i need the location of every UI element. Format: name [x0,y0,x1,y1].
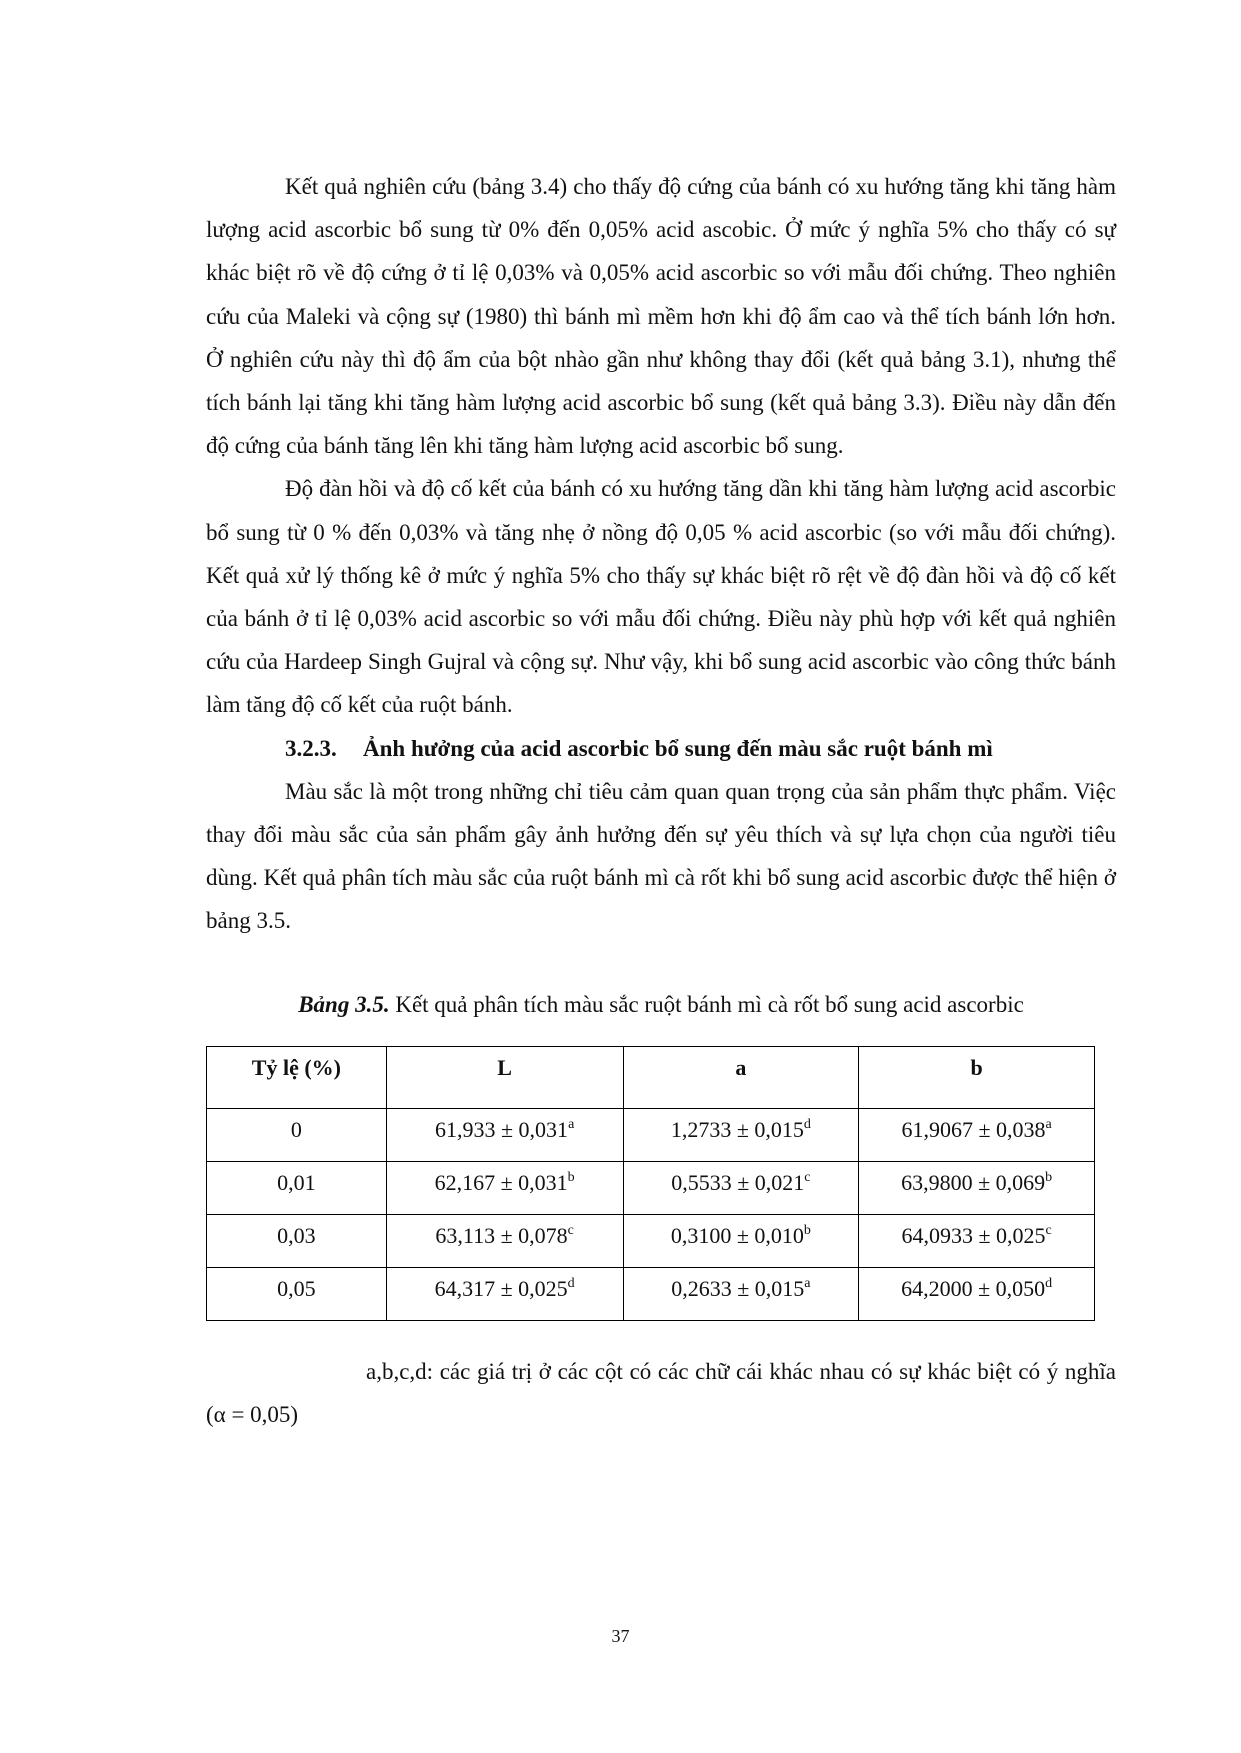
table-row [207,1162,1095,1215]
cell-l-value: 61,933 ± 0,031 [434,1117,569,1142]
table-row [207,1215,1095,1268]
cell-l [386,1162,623,1215]
cell-l-value: 64,317 ± 0,025 [434,1276,568,1301]
cell-b [859,1215,1095,1268]
cell-b [859,1109,1095,1162]
cell-l-letter: a [568,1117,575,1132]
table-caption [206,983,1116,1026]
cell-a [623,1268,859,1321]
table-header-row [207,1047,1095,1109]
cell-b-letter: c [1045,1223,1052,1238]
cell-b-value: 61,9067 ± 0,038 [901,1117,1046,1142]
cell-l-letter: b [567,1170,575,1185]
table-row [207,1109,1095,1162]
cell-b-value: 63,9800 ± 0,069 [901,1170,1046,1195]
cell-l-letter: c [567,1223,574,1238]
cell-a-letter: b [803,1223,811,1238]
cell-a-letter: d [803,1117,811,1132]
cell-b-value: 64,2000 ± 0,050 [901,1276,1046,1301]
section-heading [206,727,1116,770]
paragraph-color: Màu sắc là một trong những chỉ tiêu cảm quan quan trọng của sản phẩm thực phẩm. Việc thay đổi màu sắc của sản phẩm gây ảnh hưởng đến sự yêu thích và sự lựa chọn của người tiêu dùng. Kết quả phân tích màu sắc của ruột bánh mì cà rốt khi bổ sung acid ascorbic được thể hiện ở bảng 3.5. [206,778,1116,934]
cell-a [623,1162,859,1215]
cell-l-value: 62,167 ± 0,031 [434,1170,568,1195]
paragraph-elasticity: Độ đàn hồi và độ cố kết của bánh có xu hướng tăng dần khi tăng hàm lượng acid ascorbic bổ sung từ 0 % đến 0,03% và tăng nhẹ ở nồng độ 0,05 % acid ascorbic (so với mẫu đối chứng). Kết quả xử lý thống kê ở mức ý nghĩa 5% cho thấy sự khác biệt rõ rệt về độ đàn hồi và độ cố kết của bánh ở tỉ lệ 0,03% acid ascorbic so với mẫu đối chứng. Điều này phù hợp với kết quả nghiên cứu của Hardeep Singh Gujral và cộng sự. Như vậy, khi bổ sung acid ascorbic vào công thức bánh làm tăng độ cố kết của ruột bánh. [206,476,1116,718]
cell-l [386,1215,623,1268]
cell-b-letter: b [1045,1170,1053,1185]
cell-l [386,1109,623,1162]
section-title: Ảnh hưởng của acid ascorbic bổ sung đến màu sắc ruột bánh mì [363,735,993,761]
cell-l [386,1268,623,1321]
body-text-upper [206,165,1116,943]
header-ratio: Tỷ lệ (%) [207,1047,387,1109]
header-b: b [859,1047,1095,1109]
header-a: a [623,1047,859,1109]
cell-b [859,1162,1095,1215]
section-number: 3.2.3. [285,735,337,761]
cell-b-value: 64,0933 ± 0,025 [901,1223,1046,1248]
cell-a-value: 1,2733 ± 0,015 [670,1117,804,1142]
table-row [207,1268,1095,1321]
table-footnote: a,b,c,d: các giá trị ở các cột có các chữ cái khác nhau có sự khác biệt có ý nghĩa (α = 0,05) [206,1359,1116,1428]
header-l: L [386,1047,623,1109]
cell-ratio: 0,03 [207,1215,387,1268]
page-number: 37 [611,1626,630,1646]
cell-a-value: 0,2633 ± 0,015 [671,1276,805,1301]
cell-a [623,1215,859,1268]
table-caption-text: Kết quả phân tích màu sắc ruột bánh mì cà rốt bổ sung acid ascorbic [389,992,1024,1017]
cell-l-letter: d [567,1276,575,1291]
cell-a-letter: c [804,1170,811,1185]
cell-a [623,1109,859,1162]
cell-b [859,1268,1095,1321]
cell-ratio: 0 [207,1109,387,1162]
cell-a-value: 0,5533 ± 0,021 [671,1170,805,1195]
table-caption-label: Bảng 3.5. [298,992,390,1017]
cell-a-value: 0,3100 ± 0,010 [670,1223,804,1248]
cell-l-value: 63,113 ± 0,078 [435,1223,568,1248]
paragraph-hardness: Kết quả nghiên cứu (bảng 3.4) cho thấy độ cứng của bánh có xu hướng tăng khi tăng hàm lượng acid ascorbic bổ sung từ 0% đến 0,05% acid ascobic. Ở mức ý nghĩa 5% cho thấy có sự khác biệt rõ về độ cứng ở tỉ lệ 0,03% và 0,05% acid ascorbic so với mẫu đối chứng. Theo nghiên cứu của Maleki và cộng sự (1980) thì bánh mì mềm hơn khi độ ẩm cao và thể tích bánh lớn hơn. Ở nghiên cứu này thì độ ẩm của bột nhào gần như không thay đổi (kết quả bảng 3.1), nhưng thể tích bánh lại tăng khi tăng hàm lượng acid ascorbic bổ sung (kết quả bảng 3.3). Điều này dẫn đến độ cứng của bánh tăng lên khi tăng hàm lượng acid ascorbic bổ sung. [206,174,1116,459]
color-results-table [206,1046,1095,1321]
cell-ratio: 0,01 [207,1162,387,1215]
cell-a-letter: a [804,1276,811,1291]
cell-ratio: 0,05 [207,1268,387,1321]
cell-b-letter: a [1045,1117,1052,1132]
cell-b-letter: d [1045,1276,1053,1291]
